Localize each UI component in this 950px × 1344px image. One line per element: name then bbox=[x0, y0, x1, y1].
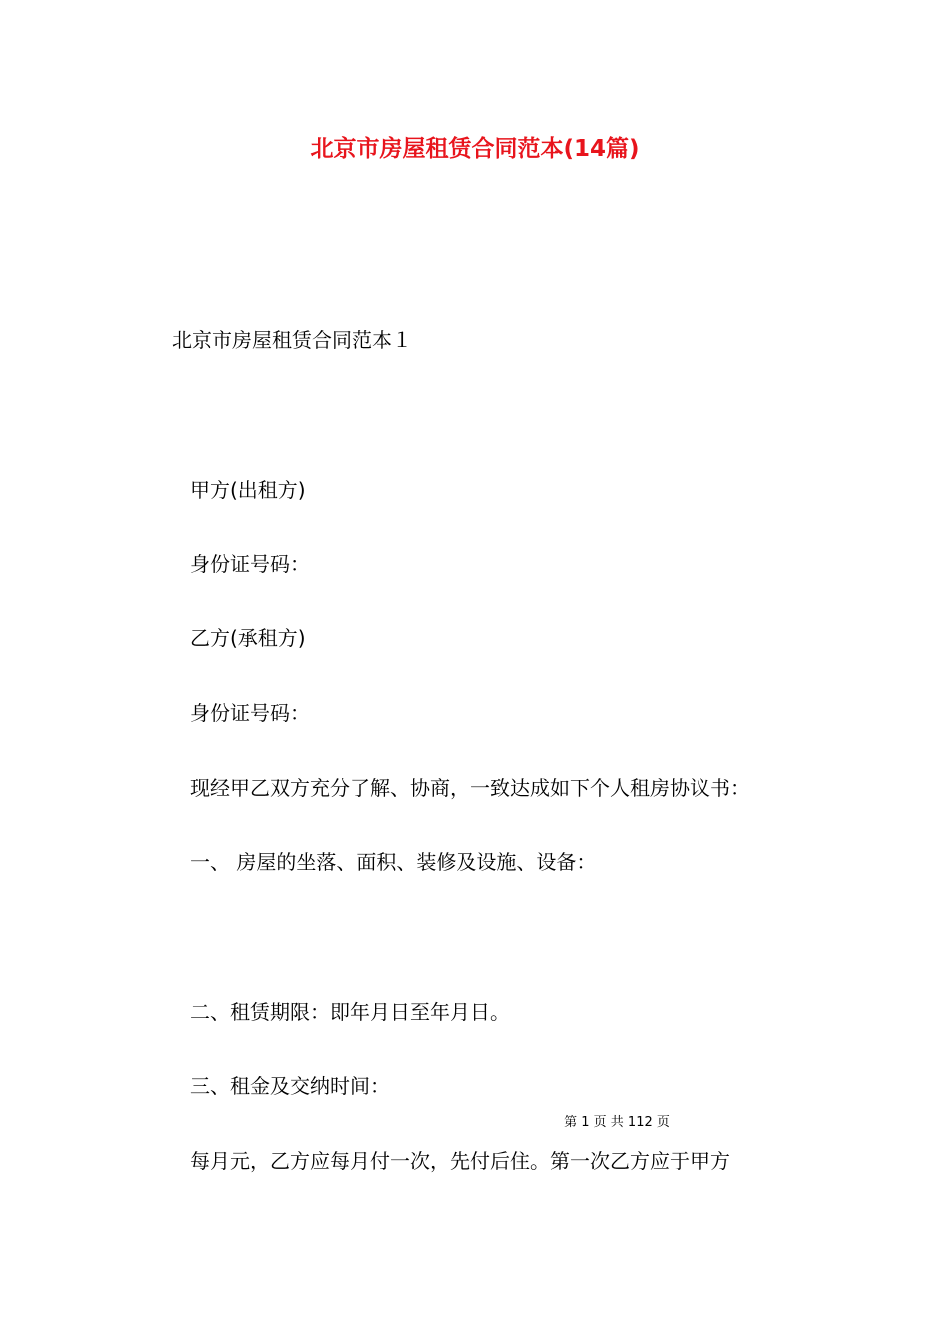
party-a-label: 甲方(出租方) bbox=[190, 478, 306, 502]
clause-3-heading: 三、租金及交纳时间： bbox=[190, 1074, 390, 1098]
document-title: 北京市房屋租赁合同范本(14篇) bbox=[310, 136, 640, 162]
section-heading: 北京市房屋租赁合同范本１ bbox=[172, 328, 412, 352]
clause-3-body: 每月元，乙方应每月付一次，先付后住。第一次乙方应于甲方 bbox=[190, 1149, 730, 1173]
party-a-id-label: 身份证号码： bbox=[190, 552, 310, 576]
clause-1-heading: 一、 房屋的坐落、面积、装修及设施、设备： bbox=[190, 850, 597, 874]
agreement-intro: 现经甲乙双方充分了解、协商，一致达成如下个人租房协议书： bbox=[190, 776, 750, 800]
page-footer: 第 1 页 共 112 页 bbox=[564, 1115, 670, 1130]
party-b-id-label: 身份证号码： bbox=[190, 701, 310, 725]
party-b-label: 乙方(承租方) bbox=[190, 626, 306, 650]
clause-2-heading: 二、租赁期限：即年月日至年月日。 bbox=[190, 1000, 510, 1024]
